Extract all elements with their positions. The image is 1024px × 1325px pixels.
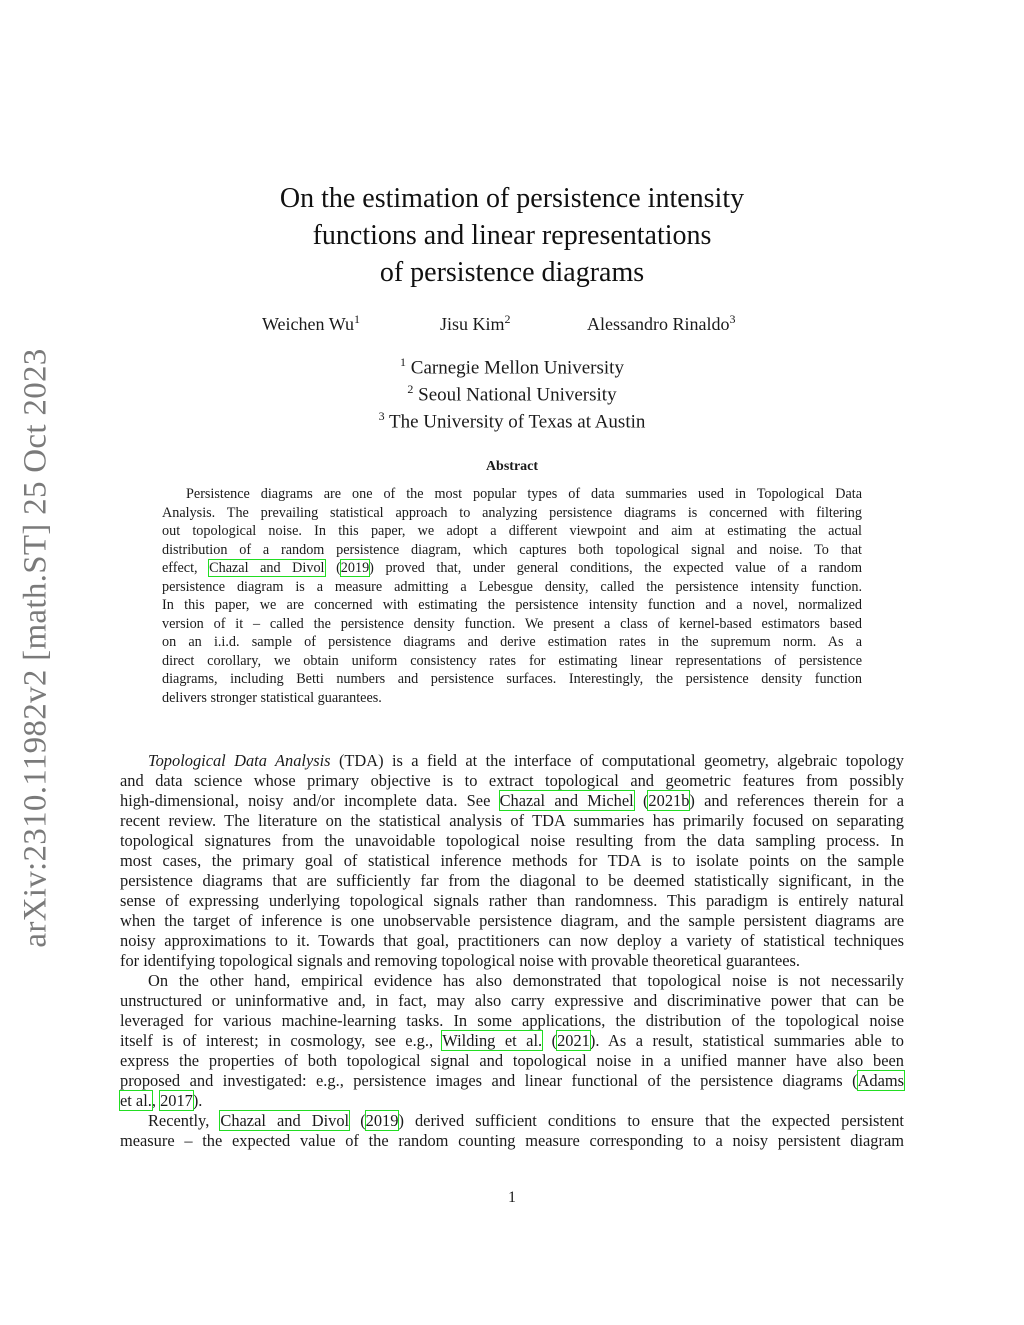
body-line: noisy approximations to it. Towards that goal, practitioners can now deploy a variety of statistical techniques bbox=[120, 931, 904, 950]
emphasis-term: Topological Data Analysis bbox=[148, 751, 331, 770]
author-list bbox=[0, 312, 1024, 336]
affiliation-3 bbox=[0, 406, 1024, 433]
citation-link[interactable]: Chazal and Divol bbox=[209, 560, 325, 576]
body-line: for identifying topological signals and removing topological noise with provable theoretical guarantees. bbox=[120, 951, 801, 970]
text-run: , bbox=[151, 1091, 161, 1110]
author-3 bbox=[587, 312, 735, 335]
title-line: On the estimation of persistence intensity bbox=[279, 183, 745, 214]
text-run: high-dimensional, noisy and/or incomplete data. See bbox=[120, 791, 500, 810]
body-line: measure – the expected value of the random counting measure corresponding to a noisy persistent diagram bbox=[120, 1131, 904, 1150]
citation-link[interactable]: Wilding et al. bbox=[442, 1031, 543, 1050]
body-line: most cases, the primary goal of statistical inference methods for TDA is to isolate points on the sample bbox=[120, 851, 904, 870]
body-line: when the target of inference is one unobservable persistence diagram, and the sample persistent diagrams are bbox=[120, 911, 904, 930]
title-line: of persistence diagrams bbox=[379, 257, 645, 288]
affiliation-sup: 3 bbox=[378, 408, 385, 423]
abstract-line: Persistence diagrams are one of the most popular types of data summaries used in Topological Data bbox=[186, 486, 862, 502]
text-run: ( bbox=[349, 1111, 366, 1130]
body-line bbox=[120, 751, 904, 771]
body-line: sense of expressing underlying topological signals rather than randomness. This paradigm is entirely natural bbox=[120, 891, 904, 910]
abstract-line: delivers stronger statistical guarantees. bbox=[162, 689, 382, 706]
author-sup: 2 bbox=[504, 312, 511, 326]
abstract-line: distribution of a random persistence diagram, which captures both topological signal and noise. To that bbox=[162, 541, 862, 558]
arxiv-identifier-text: arXiv:2310.11982v2 [math.ST] 25 Oct 2023 bbox=[17, 348, 54, 948]
author-1 bbox=[262, 312, 360, 335]
author-name: Weichen Wu bbox=[262, 314, 354, 334]
abstract-line bbox=[162, 559, 862, 578]
affiliation-2 bbox=[0, 379, 1024, 406]
text-run: ). As a result, statistical summaries able to bbox=[589, 1031, 904, 1050]
body-line: leveraged for various machine-learning tasks. In some applications, the distribution of the topological noise bbox=[120, 1011, 904, 1030]
body-line: unstructured or uninformative and, in fact, may also carry expressive and discriminative power that can be bbox=[120, 991, 904, 1010]
affiliation-sup: 2 bbox=[407, 381, 414, 396]
affiliation-name: Seoul National University bbox=[418, 384, 617, 406]
citation-year-link[interactable]: 2017 bbox=[160, 1091, 193, 1110]
author-name: Alessandro Rinaldo bbox=[587, 314, 730, 334]
citation-link[interactable]: Chazal and Divol bbox=[220, 1111, 350, 1130]
author-name: Jisu Kim bbox=[440, 314, 505, 334]
affiliation-1 bbox=[0, 352, 1024, 379]
abstract-line: direct corollary, we obtain uniform consistency rates for estimating linear representations of persistence bbox=[162, 652, 862, 669]
text-run: ) and references therein for a bbox=[689, 791, 904, 810]
affiliation-name: The University of Texas at Austin bbox=[389, 410, 646, 432]
text-run: effect, bbox=[162, 560, 210, 576]
body-line bbox=[120, 1111, 904, 1131]
body-line bbox=[120, 1091, 904, 1111]
citation-year-link[interactable]: 2019 bbox=[340, 560, 370, 576]
citation-year-link[interactable]: 2019 bbox=[365, 1111, 399, 1130]
text-run: itself is of interest; in cosmology, see e.g., bbox=[120, 1031, 443, 1050]
abstract-heading: Abstract bbox=[485, 459, 539, 474]
text-run: ( bbox=[324, 560, 341, 576]
abstract-line: out topological noise. In this paper, we adopt a different viewpoint and aim at estimating the actual bbox=[162, 523, 862, 539]
body-line: and data science whose primary objective is to extract topological and geometric features from possibly bbox=[120, 771, 904, 790]
page-number: 1 bbox=[508, 1189, 516, 1206]
paper-title bbox=[230, 180, 794, 291]
body-line bbox=[120, 1071, 904, 1091]
body-line bbox=[120, 1031, 904, 1051]
body-line: express the properties of both topological signal and topological noise in a unified manner have also been bbox=[120, 1051, 904, 1070]
abstract-line: In this paper, we are concerned with estimating the persistence intensity function and a novel, normalized bbox=[162, 597, 862, 613]
affiliation-name: Carnegie Mellon University bbox=[410, 357, 624, 379]
title-line: functions and linear representations bbox=[312, 220, 712, 251]
author-sup: 1 bbox=[353, 312, 360, 326]
arxiv-identifier bbox=[14, 342, 58, 954]
text-run: Recently, bbox=[148, 1111, 221, 1130]
text-run: ( bbox=[542, 1031, 558, 1050]
abstract-line: Analysis. The prevailing statistical approach to analyzing persistence diagrams is concerned with filtering bbox=[162, 504, 862, 521]
text-run: ). bbox=[192, 1091, 203, 1110]
citation-link[interactable]: et al. bbox=[120, 1091, 152, 1110]
text-run: ) derived sufficient conditions to ensure that the expected persistent bbox=[398, 1111, 904, 1130]
abstract-line: on an i.i.d. sample of persistence diagrams and derive estimation rates in the supremum norm. As a bbox=[162, 634, 862, 650]
citation-link[interactable]: Chazal and Michel bbox=[499, 791, 634, 810]
abstract-line: version of it – called the persistence density function. We present a class of kernel-based estimators based bbox=[162, 615, 862, 632]
citation-link[interactable]: Adams bbox=[857, 1071, 904, 1090]
text-run: (TDA) is a field at the interface of computational geometry, algebraic topology bbox=[330, 751, 904, 770]
body-line: persistence diagrams that are sufficiently far from the diagonal to be deemed statistically significant, in the bbox=[120, 871, 904, 890]
body-line: recent review. The literature on the statistical analysis of TDA summaries has primarily focused on separating bbox=[120, 811, 904, 830]
affiliations bbox=[0, 352, 1024, 432]
text-run: ) proved that, under general conditions, the expected value of a random bbox=[369, 560, 862, 576]
abstract-line: diagrams, including Betti numbers and persistence surfaces. Interestingly, the persistence density function bbox=[162, 671, 862, 687]
introduction-body bbox=[120, 751, 904, 1151]
author-2 bbox=[440, 312, 511, 335]
text-run: ( bbox=[633, 791, 649, 810]
body-line: topological signatures from the unavoidable topological noise resulting from the data sampling process. In bbox=[120, 831, 904, 850]
body-line bbox=[120, 791, 904, 811]
citation-year-link[interactable]: 2021b bbox=[648, 791, 690, 810]
abstract-body bbox=[162, 485, 862, 707]
citation-year-link[interactable]: 2021 bbox=[557, 1031, 590, 1050]
author-sup: 3 bbox=[729, 312, 736, 326]
abstract-line: persistence diagram is a measure admitting a Lebesgue density, called the persistence intensity function. bbox=[162, 578, 862, 595]
affiliation-sup: 1 bbox=[400, 355, 407, 369]
text-run: proposed and investigated: e.g., persistence images and linear functional of the persistence diagrams ( bbox=[120, 1071, 858, 1090]
body-line: On the other hand, empirical evidence has also demonstrated that topological noise is not necessarily bbox=[148, 971, 904, 990]
